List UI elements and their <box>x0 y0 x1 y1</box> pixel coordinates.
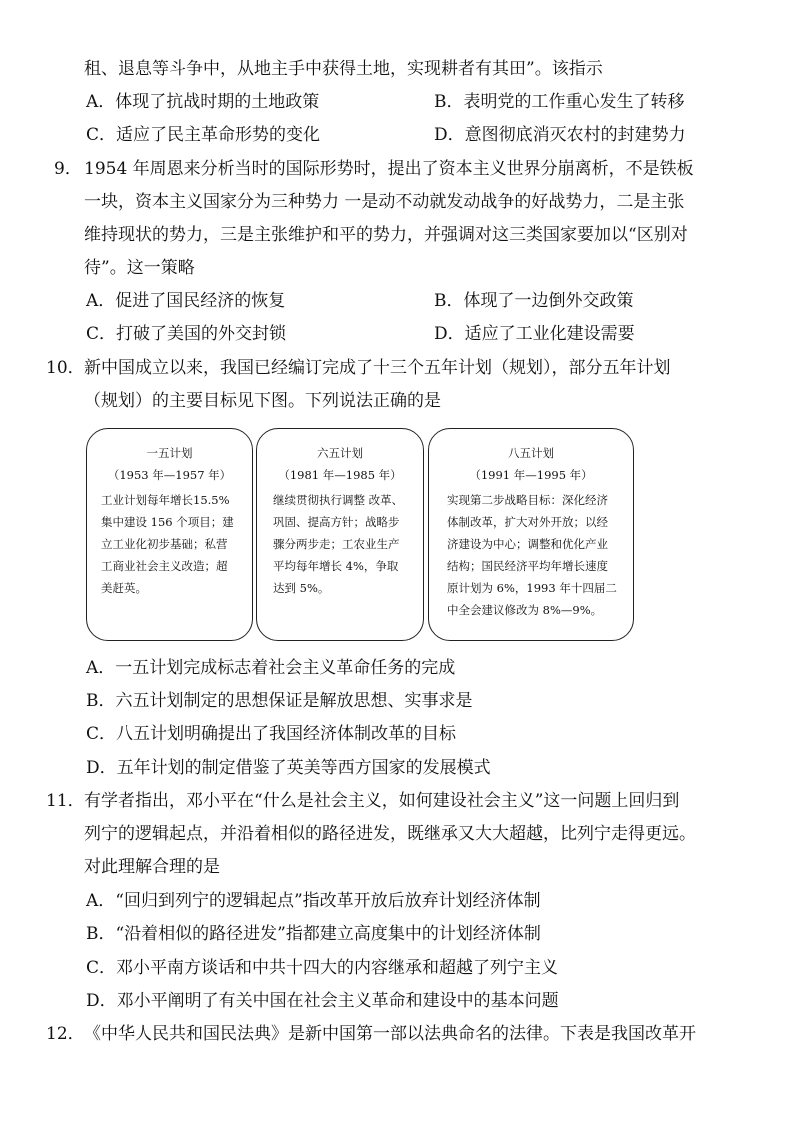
q12-number: 12． <box>46 1024 85 1044</box>
plan-body-line: 达到 5%。 <box>273 581 330 595</box>
plan-body-line: 中全会建议修改为 8%—9%。 <box>447 603 603 617</box>
q8-option-d: D．意图彻底消灭农村的封建势力 <box>434 125 686 145</box>
plan-body-line: 集中建设 156 个项目；建 <box>101 515 234 529</box>
plan-body-line: 平均每年增长 4%，争取 <box>273 559 399 573</box>
q9-stem-line-3: 维持现状的势力，三是主张维护和平的势力，并强调对这三类国家要加以“区别对 <box>84 225 688 245</box>
q9-option-a: A．促进了国民经济的恢复 <box>86 291 286 311</box>
q9-option-b: B．体现了一边倒外交政策 <box>434 291 634 311</box>
plan-title: 一五计划 <box>146 446 193 460</box>
q10-stem-line-1: 新中国成立以来，我国已经编订完成了十三个五年计划（规划），部分五年计划 <box>84 358 671 378</box>
q8-stem-line: 租、退息等斗争中，从地主手中获得土地，实现耕者有其田”。该指示 <box>84 59 603 79</box>
q11-number: 11． <box>46 791 85 811</box>
q10-option-c: C．八五计划明确提出了我国经济体制改革的目标 <box>86 724 457 744</box>
q10-option-b: B．六五计划制定的思想保证是解放思想、实事求是 <box>86 691 473 711</box>
plan-body-line: 继续贯彻执行调整 改革、 <box>273 493 404 507</box>
q11-stem-line-2: 列宁的逻辑起点，并沿着相似的路径进发，既继承又大大超越，比列宁走得更远。 <box>84 824 696 844</box>
plan-body-line: 原计划为 6%，1993 年十四届二 <box>447 581 617 595</box>
q11-stem-line-1: 有学者指出，邓小平在“什么是社会主义，如何建设社会主义”这一问题上回归到 <box>84 791 680 811</box>
q9-number: 9． <box>54 159 82 179</box>
plan-body-line: 济建设为中心；调整和优化产业 <box>447 537 608 551</box>
plan-years: （1991 年—1995 年） <box>469 468 593 482</box>
plan-years: （1953 年—1957 年） <box>107 468 232 482</box>
q8-option-b: B．表明党的工作重心发生了转移 <box>434 92 685 112</box>
q11-stem-line-3: 对此理解合理的是 <box>84 857 220 877</box>
plan-box-eighth <box>428 428 634 641</box>
q11-option-c: C．邓小平南方谈话和中共十四大的内容继承和超越了列宁主义 <box>86 958 559 978</box>
plan-box-sixth <box>256 428 424 641</box>
q9-stem-line-4: 待”。这一策略 <box>84 258 195 278</box>
plan-body-line: 实现第二步战略目标：深化经济 <box>447 493 608 507</box>
q12-stem-line-1: 《中华人民共和国民法典》是新中国第一部以法典命名的法律。下表是我国改革开 <box>84 1024 696 1044</box>
plan-title: 八五计划 <box>508 446 554 460</box>
q10-stem-line-2: （规划）的主要目标见下图。下列说法正确的是 <box>84 391 441 411</box>
plan-title: 六五计划 <box>317 446 363 460</box>
q10-option-a: A．一五计划完成标志着社会主义革命任务的完成 <box>86 658 456 678</box>
plan-body-line: 结构；国民经济平均年增长速度 <box>447 559 608 573</box>
plan-body-line: 巩固、提高方针；战略步 <box>273 515 400 529</box>
plan-body-line: 立工业化初步基础；私营 <box>101 537 228 551</box>
q11-option-b: B．“沿着相似的路径进发”指都建立高度集中的计划经济体制 <box>86 924 541 944</box>
plan-box-first <box>86 428 253 641</box>
q9-stem-line-1: 1954 年周恩来分析当时的国际形势时，提出了资本主义世界分崩离析，不是铁板 <box>84 159 694 179</box>
q8-option-c: C．适应了民主革命形势的变化 <box>86 125 321 145</box>
q9-stem-line-2: 一块，资本主义国家分为三种势力 一是动不动就发动战争的好战势力，二是主张 <box>84 192 685 212</box>
q9-option-d: D．适应了工业化建设需要 <box>434 324 635 344</box>
q11-option-d: D．邓小平阐明了有关中国在社会主义革命和建设中的基本问题 <box>86 991 559 1011</box>
plan-body-line: 工业计划每年增长15.5% <box>101 493 230 507</box>
plan-body-line: 骤分两步走；工农业生产 <box>273 537 400 551</box>
plan-body-line: 体制改革，扩大对外开放；以经 <box>447 515 608 529</box>
q8-option-a: A．体现了抗战时期的土地政策 <box>86 92 320 112</box>
q10-number: 10． <box>46 358 85 378</box>
plan-years: （1981 年—1985 年） <box>278 468 402 482</box>
plan-body-line: 美赶英。 <box>101 581 147 595</box>
q11-option-a: A．“回归到列宁的逻辑起点”指改革开放后放弃计划经济体制 <box>86 891 541 911</box>
plan-body-line: 工商业社会主义改造；超 <box>101 559 228 573</box>
q10-option-d: D．五年计划的制定借鉴了英美等西方国家的发展模式 <box>86 758 491 778</box>
q9-option-c: C．打破了美国的外交封锁 <box>86 324 287 344</box>
